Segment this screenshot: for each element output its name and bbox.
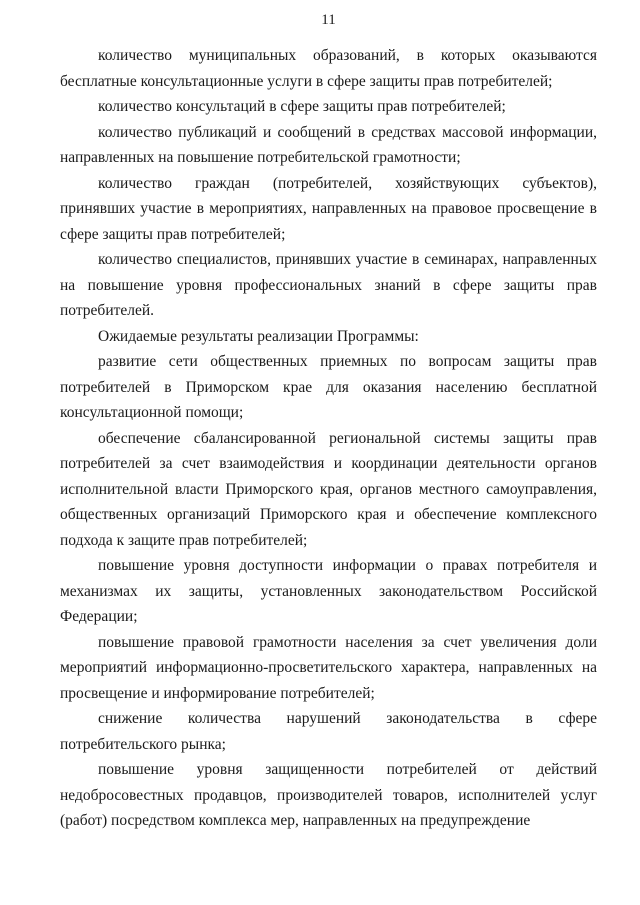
paragraph-balanced-system: обеспечение сбалансированной региональной системы защиты прав потребителей за счет взаимодействия и координации деятельности органов исполнительной власти Приморского края, органов местного самоуправления, общественных организаций Приморского края и обеспечение комплексного подхода к защите прав потребителей;	[60, 429, 597, 549]
paragraph-legal-literacy: повышение правовой грамотности населения за счет увеличения доли мероприятий информационно-просветительского характера, направленных на просвещение и информирование потребителей;	[60, 633, 597, 702]
paragraph-network-development: развитие сети общественных приемных по вопросам защиты прав потребителей в Приморском крае для оказания населению бесплатной консультационной помощи;	[60, 353, 597, 421]
paragraph-specialists-count: количество специалистов, принявших участие в семинарах, направленных на повышение уровня профессиональных знаний в сфере защиты прав потребителей.	[60, 251, 597, 319]
paragraph-consumer-protection: повышение уровня защищенности потребителей от действий недобросовестных продавцов, производителей товаров, исполнителей услуг (работ) посредством комплекса мер, направленных на предупреждение	[60, 761, 597, 829]
paragraph-consultations-count: количество консультаций в сфере защиты прав потребителей;	[98, 98, 506, 115]
paragraph-municipalities-count: количество муниципальных образований, в которых оказываются бесплатные консультационные услуги в сфере защиты прав потребителей;	[60, 47, 597, 90]
page-number: 11	[321, 12, 336, 28]
paragraph-citizens-count: количество граждан (потребителей, хозяйствующих субъектов), принявших участие в мероприятиях, направленных на правовое просвещение в сфере защиты прав потребителей;	[60, 174, 597, 243]
paragraph-expected-results-heading: Ожидаемые результаты реализации Программы:	[98, 327, 419, 345]
paragraph-information-accessibility: повышение уровня доступности информации о правах потребителя и механизмах их защиты, установленных законодательством Российской Федерации;	[60, 557, 597, 625]
paragraph-violations-reduction: снижение количества нарушений законодательства в сфере потребительского рынка;	[60, 710, 597, 753]
paragraph-publications-count: количество публикаций и сообщений в средствах массовой информации, направленных на повышение потребительской грамотности;	[60, 123, 597, 166]
